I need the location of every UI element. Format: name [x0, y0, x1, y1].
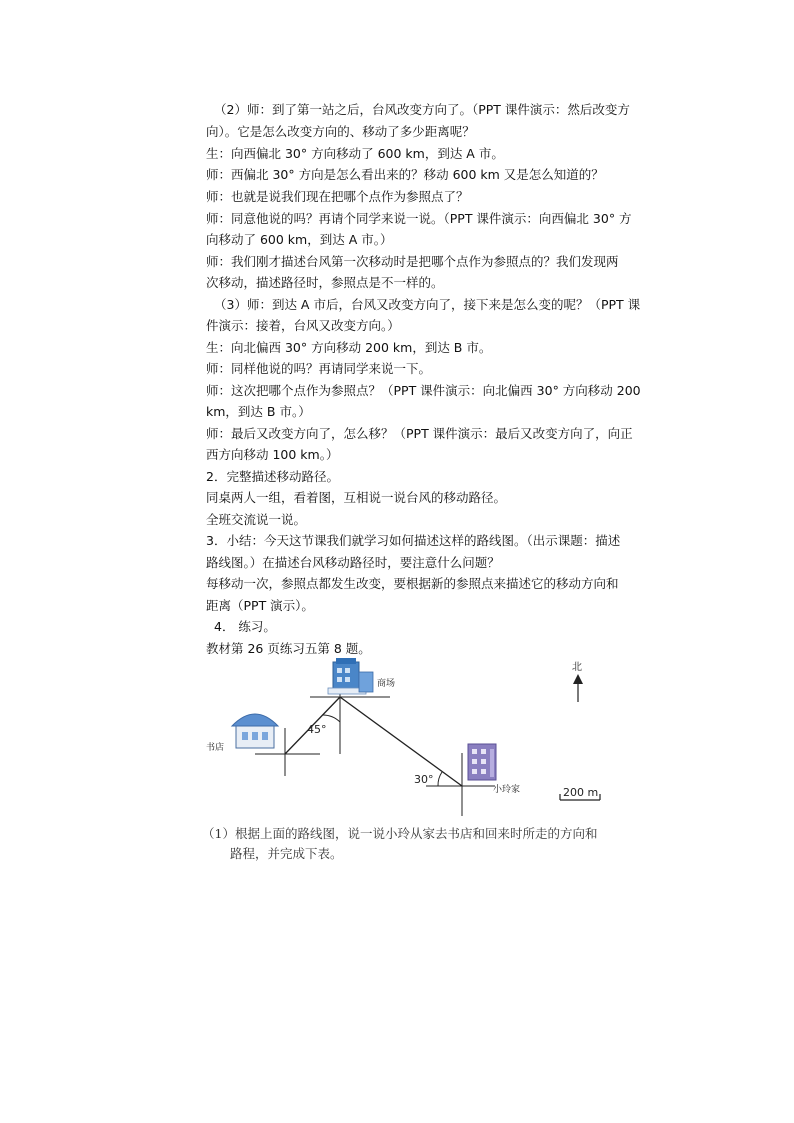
text-line: （3）师：到达 A 市后，台风又改变方向了，接下来是怎么变的呢？（PPT 课	[214, 297, 641, 312]
text-line: 3．小结：今天这节课我们就学习如何描述这样的路线图。（出示课题：描述	[206, 533, 621, 548]
angle-30-label: 30°	[414, 773, 434, 786]
text-line: 教材第 26 页练习五第 8 题。	[206, 641, 371, 656]
text-line: 2．完整描述移动路径。	[206, 469, 339, 484]
bookstore-building-icon	[232, 714, 278, 748]
figure-caption-line-1: （1）根据上面的路线图，说一说小玲从家去书店和回来时所走的方向和	[202, 826, 598, 841]
text-line: 西方向移动 100 km。）	[206, 447, 339, 462]
text-line: 全班交流说一说。	[206, 512, 307, 527]
text-line: 师：这次把哪个点作为参照点？（PPT 课件演示：向北偏西 30° 方向移动 200	[206, 383, 641, 398]
text-line: （2）师：到了第一站之后，台风改变方向了。（PPT 课件演示：然后改变方	[214, 102, 630, 117]
scale-label: 200 m	[563, 786, 599, 799]
north-label: 北	[572, 662, 582, 673]
angle-45-label: 45°	[307, 723, 327, 736]
text-line: 生：向西偏北 30° 方向移动了 600 km，到达 A 市。	[206, 146, 504, 161]
figure-caption-line-2: 路程，并完成下表。	[230, 846, 343, 861]
text-line: 师：西偏北 30° 方向是怎么看出来的？移动 600 km 又是怎么知道的？	[206, 167, 604, 182]
text-line: 每移动一次，参照点都发生改变，要根据新的参照点来描述它的移动方向和	[206, 576, 619, 591]
text-line: km，到达 B 市。）	[206, 404, 311, 419]
text-line: 师：我们刚才描述台风第一次移动时是把哪个点作为参照点的？我们发现两	[206, 254, 619, 269]
home-label: 小玲家	[493, 785, 521, 795]
text-line: 向移动了 600 km，到达 A 市。）	[206, 232, 393, 247]
text-line: 师：同意他说的吗？再请个同学来说一说。（PPT 课件演示：向西偏北 30° 方	[206, 211, 632, 226]
route-map-figure	[200, 658, 620, 872]
text-line: 师：也就是说我们现在把哪个点作为参照点了？	[206, 189, 469, 204]
bookstore-label: 书店	[206, 743, 225, 753]
text-line: 向）。它是怎么改变方向的、移动了多少距离呢？	[206, 124, 475, 139]
text-line: 件演示：接着，台风又改变方向。）	[206, 318, 400, 333]
angle-30-arc	[438, 772, 442, 786]
text-line: 4． 练习。	[214, 619, 276, 634]
text-line: 生：向北偏西 30° 方向移动 200 km，到达 B 市。	[206, 340, 492, 355]
mall-building-icon	[328, 658, 373, 694]
text-line: 次移动，描述路径时，参照点是不一样的。	[206, 275, 444, 290]
north-arrow-icon	[573, 674, 583, 702]
route-segment-mall-home	[340, 697, 462, 786]
text-line: 路线图。）在描述台风移动路径时，要注意什么问题？	[206, 555, 500, 570]
angle-45-arc	[322, 715, 340, 722]
text-line: 师：同样他说的吗？再请同学来说一下。	[206, 361, 432, 376]
home-building-icon	[468, 744, 496, 780]
text-line: 同桌两人一组，看着图，互相说一说台风的移动路径。	[206, 490, 507, 505]
mall-label: 商场	[377, 679, 396, 689]
text-line: 师：最后又改变方向了，怎么移？（PPT 课件演示：最后又改变方向了，向正	[206, 426, 633, 441]
text-line: 距离（PPT 演示）。	[206, 598, 314, 613]
